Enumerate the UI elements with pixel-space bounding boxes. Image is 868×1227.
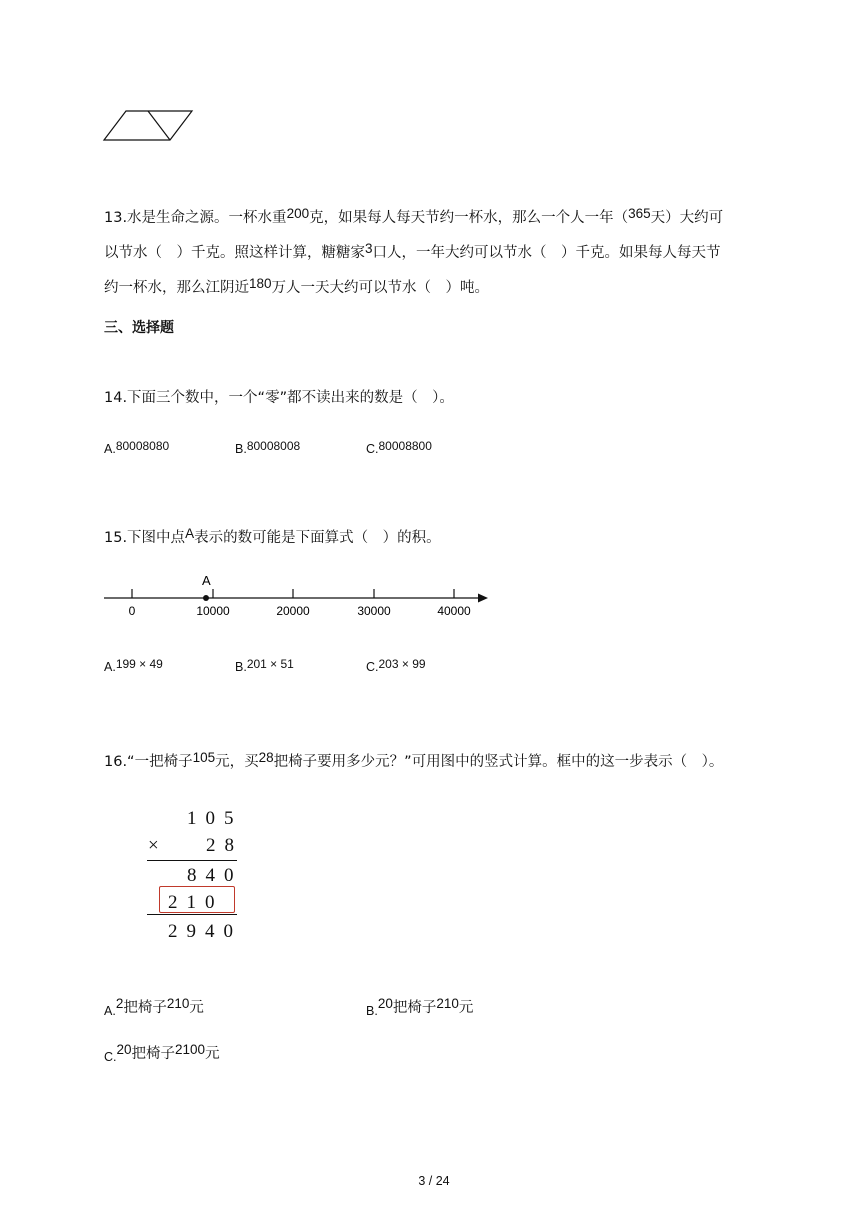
q15-option-b[interactable]: B.201 × 51 (235, 657, 294, 674)
calc-multiplier: 28 (206, 835, 243, 856)
calc-partial-2: 210 (168, 892, 224, 913)
q13-line-2: 以节水（ ）千克。照这样计算，糖糖家3口人，一年大约可以节水（ ）千克。如果每人每天节 (104, 241, 721, 261)
calc-divider-2 (147, 914, 237, 915)
q15-question: 15.下图中点A表示的数可能是下面算式（ ）的积。 (104, 526, 441, 546)
parallelogram-figure (100, 108, 196, 144)
q14-option-a[interactable]: A.80008080 (104, 439, 170, 456)
number-line (100, 568, 492, 624)
highlight-box (159, 886, 235, 913)
point-a (203, 595, 209, 601)
q16-option-a[interactable]: A.2把椅子210元 (104, 996, 204, 1018)
q13-line-1: 13.水是生命之源。一杯水重200克，如果每人每天节约一杯水，那么一个人一年（365天）大约可 (104, 206, 724, 226)
tick-label-30000: 30000 (357, 604, 391, 618)
q14-option-b[interactable]: B.80008008 (235, 439, 301, 456)
q16-question: 16.“一把椅子105元，买28把椅子要用多少元？”可用图中的竖式计算。框中的这一步表示（ ）。 (104, 750, 724, 770)
q15-option-c[interactable]: C.203 × 99 (366, 657, 426, 674)
calc-multiplicand: 105 (187, 808, 243, 829)
section-title: 三、选择题 (104, 320, 174, 336)
q16-option-c[interactable]: C.20把椅子2100元 (104, 1042, 220, 1064)
q13-line-3: 约一杯水，那么江阴近180万人一天大约可以节水（ ）吨。 (104, 276, 490, 296)
tick-label-0: 0 (128, 604, 136, 618)
q14-question: 14.下面三个数中，一个“零”都不读出来的数是（ ）。 (104, 390, 454, 406)
tick-label-40000: 40000 (437, 604, 471, 618)
tick-label-20000: 20000 (276, 604, 310, 618)
number-line-arrow (478, 594, 488, 603)
point-a-label: A (202, 573, 211, 588)
calc-divider-1 (147, 860, 237, 861)
calc-times-sign: × (148, 835, 159, 856)
q16-option-b[interactable]: B.20把椅子210元 (366, 996, 474, 1018)
calc-result: 2940 (168, 921, 242, 942)
q15-option-a[interactable]: A.199 × 49 (104, 657, 163, 674)
tick-label-10000: 10000 (196, 604, 230, 618)
q14-option-c[interactable]: C.80008800 (366, 439, 432, 456)
calc-partial-1: 840 (187, 865, 243, 886)
page-number: 3 / 24 (418, 1174, 450, 1188)
